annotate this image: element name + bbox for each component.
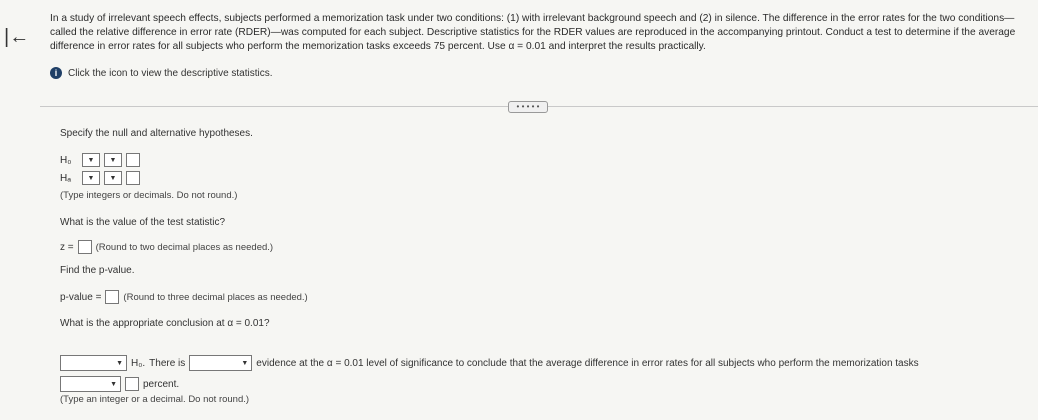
ha-operator-dropdown[interactable] [104, 171, 122, 185]
h0-text: H₀. [131, 357, 146, 369]
h0-value-input[interactable] [126, 153, 140, 167]
there-is-text: There is [149, 357, 186, 369]
chevron-down-icon: ▼ [87, 174, 95, 182]
test-stat-row [60, 240, 273, 254]
h0-parameter-dropdown[interactable] [82, 153, 100, 167]
chevron-down-icon: ▼ [109, 156, 117, 164]
more-button[interactable]: • • • • • [508, 101, 548, 113]
back-arrow-icon[interactable]: |← [4, 26, 30, 48]
pvalue-label: p-value = [60, 291, 102, 303]
ha-row [60, 171, 140, 185]
conclusion-note: (Type an integer or a decimal. Do not round.) [60, 394, 250, 405]
pvalue-note: (Round to three decimal places as needed.) [123, 291, 308, 303]
z-value-input[interactable] [78, 240, 92, 254]
conclusion-row-1 [60, 355, 919, 371]
info-line [50, 67, 273, 79]
pvalue-row [60, 290, 308, 304]
reject-decision-dropdown[interactable] [60, 355, 127, 371]
conclusion-row-2 [60, 376, 179, 392]
chevron-down-icon: ▼ [87, 156, 95, 164]
ha-value-input[interactable] [126, 171, 140, 185]
chevron-down-icon: ▼ [241, 359, 249, 367]
h0-row [60, 153, 140, 167]
problem-statement: In a study of irrelevant speech effects, subjects performed a memorization task under two conditions: (1) with irrelevant background speech and (2) in silence. The difference in the error rates for the two conditions—called the relative difference in error rate (RDER)—was computed for each subject. Descriptive statistics for the RDER values are reproduced in the accompanying printout. Conduct a test to determine if the average difference in error rates for all subjects who perform the memorization tasks exceeds 75 percent. Use α = 0.01 and interpret the results practically. [50, 13, 1016, 52]
info-icon[interactable]: i [50, 67, 62, 79]
conclusion-prompt: What is the appropriate conclusion at α = 0.01? [60, 318, 270, 329]
chevron-down-icon: ▼ [109, 174, 117, 182]
z-label: z = [60, 241, 74, 253]
percent-label: percent. [143, 378, 180, 390]
chevron-down-icon: ▼ [110, 380, 117, 388]
comparison-dropdown[interactable] [60, 376, 121, 392]
info-text: Click the icon to view the descriptive statistics. [68, 67, 273, 79]
conclusion-sentence: evidence at the α = 0.01 level of significance to conclude that the average difference in error rates for all subjects who perform the memorization tasks [256, 357, 919, 369]
percent-input[interactable] [125, 377, 139, 391]
ha-label: Hₐ [60, 172, 71, 184]
hypotheses-note: (Type integers or decimals. Do not round.) [60, 190, 238, 201]
h0-label: H₀ [60, 154, 72, 166]
chevron-down-icon: ▼ [116, 359, 123, 367]
z-note: (Round to two decimal places as needed.) [95, 241, 274, 253]
test-stat-prompt: What is the value of the test statistic? [60, 217, 226, 228]
hypotheses-prompt: Specify the null and alternative hypotheses. [60, 128, 253, 139]
ha-parameter-dropdown[interactable] [82, 171, 100, 185]
pvalue-input[interactable] [105, 290, 119, 304]
pvalue-prompt: Find the p-value. [60, 265, 135, 276]
h0-operator-dropdown[interactable] [104, 153, 122, 167]
evidence-dropdown[interactable] [189, 355, 252, 371]
